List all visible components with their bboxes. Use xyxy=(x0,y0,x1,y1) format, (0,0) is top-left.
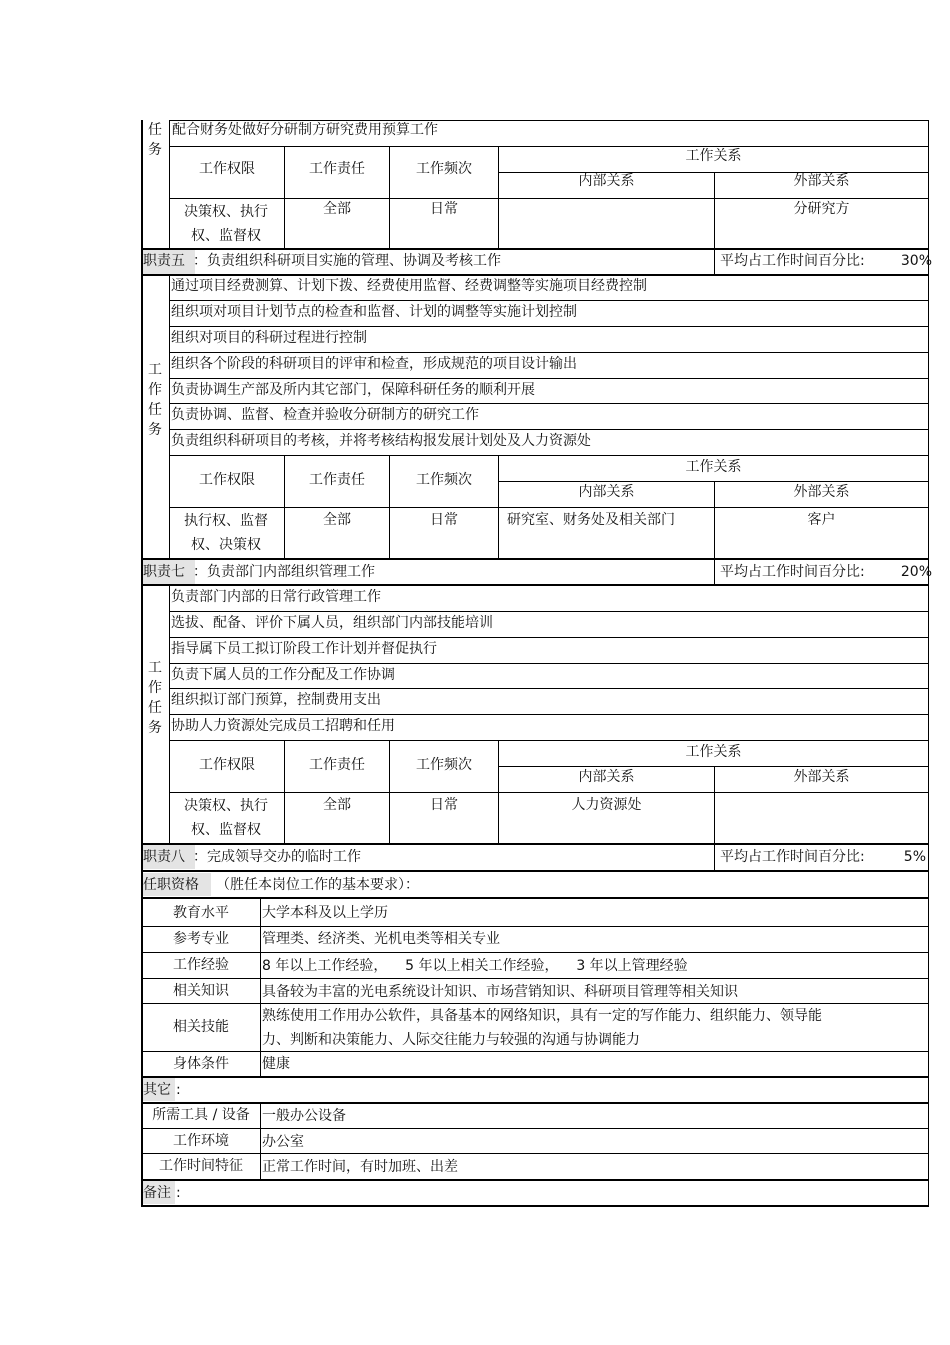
duty8-description: ：完成领导交办的临时工作 xyxy=(193,849,361,865)
task-item: 通过项目经费测算、计划下拨、经费使用监督、经费调整等实施项目经费控制 xyxy=(171,278,647,294)
qual-row-label: 相关知识 xyxy=(173,983,229,999)
task-item: 配合财务处做好分研制方研究费用预算工作 xyxy=(172,122,438,138)
section-rule xyxy=(141,558,929,560)
header-authority: 工作权限 xyxy=(199,757,255,773)
rule xyxy=(169,455,929,456)
section-rule xyxy=(141,870,929,872)
duty5-description: ：负责组织科研项目实施的管理、协调及考核工作 xyxy=(193,253,501,269)
rule xyxy=(169,792,929,793)
other-row-label: 所需工具 / 设备 xyxy=(152,1107,250,1123)
qual-row-value: 具备较为丰富的光电系统设计知识、市场营销知识、科研项目管理等相关知识 xyxy=(262,984,738,1000)
task-item: 组织各个阶段的科研项目的评审和检查，形成规范的项目设计输出 xyxy=(171,356,577,372)
qual-row-label: 身体条件 xyxy=(173,1056,229,1072)
section-rule xyxy=(141,843,929,845)
task-side-label: 任务 xyxy=(148,122,162,158)
external-value: 客户 xyxy=(807,512,836,528)
qual-row-label: 参考专业 xyxy=(173,931,229,947)
responsibility-value: 全部 xyxy=(323,201,351,217)
header-internal: 内部关系 xyxy=(578,769,635,785)
remarks-colon: : xyxy=(176,1185,181,1201)
task-item: 组织拟订部门预算，控制费用支出 xyxy=(171,692,381,708)
section-rule xyxy=(141,274,929,276)
remarks-label: 备注 xyxy=(143,1185,171,1201)
task-item: 负责组织科研项目的考核，并将考核结构报发展计划处及人力资源处 xyxy=(171,433,591,449)
header-frequency: 工作频次 xyxy=(416,472,472,488)
rule xyxy=(169,740,929,741)
other-row-label: 工作环境 xyxy=(173,1133,229,1149)
authority-value: 执行权、监督权、决策权 xyxy=(184,513,268,553)
task-item: 选拔、配备、评价下属人员，组织部门内部技能培训 xyxy=(171,615,493,631)
task-item: 负责下属人员的工作分配及工作协调 xyxy=(171,667,395,683)
rule xyxy=(169,198,929,199)
rule xyxy=(498,766,929,767)
rule xyxy=(141,1153,929,1154)
rule xyxy=(714,559,715,585)
header-authority: 工作权限 xyxy=(199,472,255,488)
qualifications-label: 任职资格 xyxy=(143,877,199,893)
left-border xyxy=(141,120,143,1206)
task-item: 组织对项目的科研过程进行控制 xyxy=(171,330,367,346)
section-rule xyxy=(141,584,929,586)
responsibility-value: 全部 xyxy=(323,797,351,813)
rule xyxy=(169,403,929,404)
duty7-percent: 20% xyxy=(900,564,932,580)
task-item: 负责协调生产部及所内其它部门，保障科研任务的顺利开展 xyxy=(171,382,535,398)
task-side-label: 工作任务 xyxy=(148,660,162,736)
rule xyxy=(169,637,929,638)
rule xyxy=(141,978,929,979)
header-external: 外部关系 xyxy=(793,484,850,500)
external-value: 分研究方 xyxy=(793,201,850,217)
duty7-label: 职责七 xyxy=(143,564,185,580)
rule xyxy=(169,326,929,327)
rule xyxy=(169,663,929,664)
header-internal: 内部关系 xyxy=(578,484,635,500)
other-label: 其它 xyxy=(143,1082,171,1098)
authority-value: 决策权、执行权、监督权 xyxy=(184,798,268,838)
qual-row-label: 相关技能 xyxy=(173,1019,229,1035)
section-rule xyxy=(141,248,929,250)
header-relations: 工作关系 xyxy=(685,148,742,164)
task-item: 指导属下员工拟订阶段工作计划并督促执行 xyxy=(171,641,437,657)
header-external: 外部关系 xyxy=(793,769,850,785)
frequency-value: 日常 xyxy=(430,201,458,217)
qual-row-label: 工作经验 xyxy=(173,957,229,973)
rule xyxy=(141,1051,929,1052)
internal-value: 人力资源处 xyxy=(571,797,642,813)
other-row-value: 正常工作时间，有时加班、出差 xyxy=(262,1159,458,1175)
other-row-value: 办公室 xyxy=(262,1134,304,1150)
duty8-percent: 5% xyxy=(903,849,926,865)
task-side-label: 工作任务 xyxy=(148,362,162,438)
rule xyxy=(169,275,170,558)
qual-row-value: 健康 xyxy=(262,1056,290,1072)
frequency-value: 日常 xyxy=(430,797,458,813)
header-frequency: 工作频次 xyxy=(416,161,472,177)
rule xyxy=(141,1003,929,1004)
qual-row-value: 管理类、经济类、光机电类等相关专业 xyxy=(262,931,500,947)
qual-row-label: 教育水平 xyxy=(173,905,229,921)
duty5-percent: 30% xyxy=(900,253,932,269)
header-relations: 工作关系 xyxy=(685,744,742,760)
rule xyxy=(169,611,929,612)
rule xyxy=(141,926,929,927)
header-relations: 工作关系 xyxy=(685,459,742,475)
rule xyxy=(714,249,715,275)
section-rule xyxy=(141,1179,929,1181)
rule xyxy=(169,507,929,508)
header-frequency: 工作频次 xyxy=(416,757,472,773)
duty8-percent-label: 平均占工作时间百分比: xyxy=(720,849,865,865)
rule xyxy=(169,378,929,379)
rule xyxy=(141,952,929,953)
rule xyxy=(141,1128,929,1129)
rule xyxy=(169,688,929,689)
qual-row-value: 8 年以上工作经验， 5 年以上相关工作经验， 3 年以上管理经验 xyxy=(262,958,688,974)
rule xyxy=(169,352,929,353)
duty5-percent-label: 平均占工作时间百分比: xyxy=(720,253,865,269)
header-authority: 工作权限 xyxy=(199,161,255,177)
rule xyxy=(169,429,929,430)
other-row-value: 一般办公设备 xyxy=(262,1108,346,1124)
rule xyxy=(260,1104,261,1179)
qual-row-value: 大学本科及以上学历 xyxy=(262,905,388,921)
qual-row-value: 力、判断和决策能力、人际交往能力与较强的沟通与协调能力 xyxy=(262,1032,640,1048)
internal-value: 研究室、财务处及相关部门 xyxy=(507,512,675,528)
rule xyxy=(498,481,929,482)
task-item: 组织项对项目计划节点的检查和监督、计划的调整等实施计划控制 xyxy=(171,304,577,320)
section-rule xyxy=(141,1076,929,1078)
task-item: 负责协调、监督、检查并验收分研制方的研究工作 xyxy=(171,407,479,423)
header-external: 外部关系 xyxy=(793,173,850,189)
duty8-label: 职责八 xyxy=(143,849,185,865)
rule xyxy=(169,120,170,249)
task-item: 协助人力资源处完成员工招聘和任用 xyxy=(171,718,395,734)
task-item: 负责部门内部的日常行政管理工作 xyxy=(171,589,381,605)
duty5-label: 职责五 xyxy=(143,253,185,269)
rule xyxy=(169,300,929,301)
duty7-percent-label: 平均占工作时间百分比: xyxy=(720,564,865,580)
other-colon: : xyxy=(176,1082,181,1098)
qualifications-description: （胜任本岗位工作的基本要求）： xyxy=(216,877,419,893)
authority-value: 决策权、执行权、监督权 xyxy=(184,204,268,244)
qual-row-value: 熟练使用工作用办公软件，具备基本的网络知识，具有一定的写作能力、组织能力、领导能 xyxy=(262,1008,822,1024)
duty7-description: ：负责部门内部组织管理工作 xyxy=(193,564,375,580)
header-responsibility: 工作责任 xyxy=(309,161,365,177)
bottom-border xyxy=(141,1205,929,1207)
header-responsibility: 工作责任 xyxy=(309,757,365,773)
rule xyxy=(169,714,929,715)
header-responsibility: 工作责任 xyxy=(309,472,365,488)
other-row-label: 工作时间特征 xyxy=(159,1158,243,1174)
responsibility-value: 全部 xyxy=(323,512,351,528)
frequency-value: 日常 xyxy=(430,512,458,528)
header-internal: 内部关系 xyxy=(578,173,635,189)
rule xyxy=(714,844,715,871)
